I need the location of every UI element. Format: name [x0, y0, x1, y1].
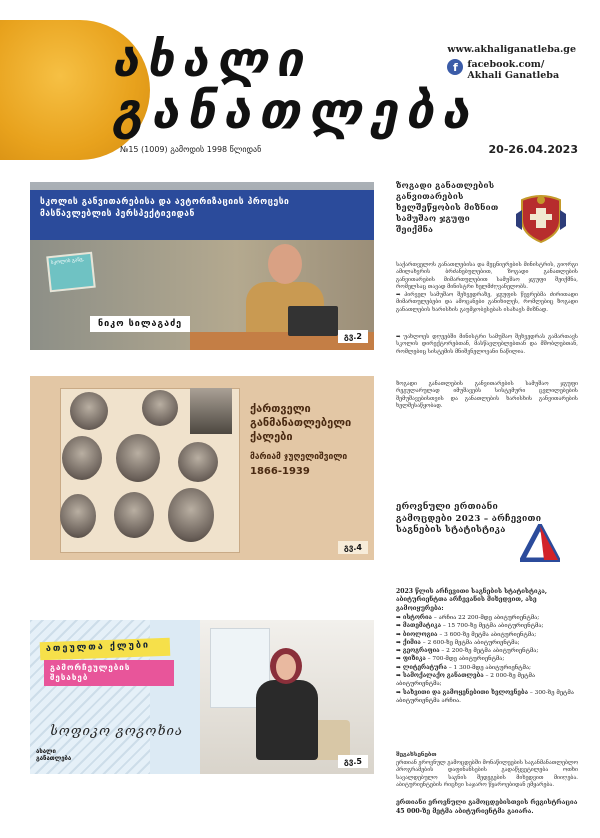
portrait-photo	[116, 434, 160, 482]
portrait-photo	[168, 488, 214, 542]
portrait-photo	[142, 390, 178, 426]
feature-panel-school-development[interactable]	[30, 182, 374, 350]
facebook-icon: f	[447, 59, 463, 75]
registration-summary: ერთიანი ეროვნული გამოცდებისთვის რეგისტრაცია 45 000-ზე მეტმა აბიტურიენტმა გაიარა.	[396, 799, 578, 815]
panel-caption	[250, 402, 360, 477]
portrait-photo	[114, 492, 154, 538]
masthead	[0, 0, 600, 160]
list-item: ➡ ლიტერატურა – 1 300-მდე აბიტურიენტმა;	[396, 664, 531, 671]
list-item: ➡ სამოქალაქო განათლება – 2 000-ზე მეტმა აბიტურიენტმა;	[396, 673, 535, 688]
headline-working-group[interactable]: ზოგადი განათლების განვითარების ხელშეწყობის მიზნით სამუშაო ჯგუფი შეიქმნა	[396, 180, 499, 234]
feature-panel-women-educators[interactable]	[30, 376, 374, 560]
page-reference[interactable]: გვ.5	[338, 755, 368, 768]
life-years: 1866-1939	[250, 466, 310, 477]
laptop	[288, 306, 338, 336]
newspaper-title-line2: განათლება	[112, 82, 478, 140]
stats-list	[396, 614, 578, 705]
headline-exam-statistics[interactable]: ეროვნული ერთიანი გამოცდები 2023 – არჩევითი საგნების სტატისტიკა	[396, 502, 542, 535]
panel-heading: ქართველი განმანათლებელი ქალები	[250, 402, 352, 443]
interviewee-body	[256, 680, 318, 760]
board-label: სკოლის განვ.	[50, 256, 85, 267]
coat-of-arms-icon	[514, 194, 568, 244]
group-photo	[190, 388, 232, 434]
whiteboard-image	[46, 252, 96, 293]
interviewee-name: სოფიკო გოგოხია	[50, 724, 184, 739]
portrait-photo	[60, 494, 96, 538]
list-item: ➡ ისტორია – არჩია 22 200-მდე აბიტურიენტმა;	[396, 615, 540, 621]
article-paragraph: ➡ უახლოეს დღეებში მინისტრი სამუშაო შეხვედრას გამართავს სკოლის დირექტორებთან, მასწავლებლებთან და მშობლებთან, რომლებიც სისტემის მნიშვნელოვანი ნაწილია.	[396, 334, 578, 355]
newspaper-logo: ახალი განათლება	[36, 748, 72, 762]
list-item: ➡ გეოგრაფია – 2 200-ზე მეტმა აბიტურიენტმა;	[396, 648, 539, 655]
list-item: ➡ მათემატიკა – 15 700-ზე მეტმა აბიტურიენტმა;	[396, 623, 544, 630]
person-name: მარიამ ჯუღელიშვილი	[250, 452, 348, 462]
stats-intro: 2023 წლის არჩევითი საგნების სტატისტიკა, აბიტურიენტთა არჩევანის მიხედვით, ასე გამოიყურება:	[396, 588, 547, 612]
portrait-photo	[70, 392, 108, 430]
club-subtitle: გამორჩეულების შესახებ	[44, 660, 174, 686]
speaker-name: ნიკო სილაგაძე	[90, 316, 190, 332]
page-reference[interactable]: გვ.4	[338, 541, 368, 554]
newspaper-title-line1: ახალი	[112, 32, 311, 88]
club-title: ათეულთა ქლუბი	[40, 638, 171, 661]
note-title: შეგახსენებთ	[396, 752, 437, 758]
list-item: ➡ ფიზიკა – 700-მდე აბიტურიენტმა;	[396, 656, 505, 663]
issue-date: 20-26.04.2023	[488, 143, 578, 156]
portrait-photo	[178, 442, 218, 482]
exam-center-logo-icon	[520, 524, 560, 562]
panel-banner: სკოლის განვითარებისა და ავტორიზაციის პროცესი მასწავლებლის პერსპექტივიდან	[30, 190, 374, 240]
portrait-photo	[62, 436, 102, 480]
list-item: ➡ ბიოლოგია – 3 600-ზე მეტმა აბიტურიენტმა;	[396, 631, 537, 638]
facebook-url: facebook.com/	[467, 59, 545, 70]
note-text: ერთიან ეროვნულ გამოცდებში მონაწილეების საგანმანათლებლო პროგრამების დაფინანსების გადაწყვეტილება ოთხი სავალდებულო საგნის შედეგების მიხედვით მიიღება. აბიტურიენტების რიცხვი საჯარო წყაროებიდან ემყარება.	[396, 760, 578, 788]
contact-block	[447, 44, 576, 81]
feature-panel-club[interactable]	[30, 620, 374, 774]
page-reference[interactable]: გვ.2	[338, 330, 368, 343]
list-item: ➡ ქიმია – 2 600-ზე მეტმა აბიტურიენტმა;	[396, 639, 520, 646]
facebook-name: Akhali Ganatleba	[467, 70, 560, 81]
interviewee-face	[276, 654, 296, 680]
article-paragraph: ➡ პირველ სამუშაო შეხვედრაზე, ჯგუფის წევრებმა ძირითადი მიმართულებები და ამოცანები განიხილეს, რომლებიც ზოგადი განათლების ხარისხის გაუმჯობესებას ისახავს მიზნად.	[396, 292, 578, 313]
speaker-head	[268, 244, 302, 284]
article-paragraph: საქართველოს განათლებისა და მეცნიერების მინისტრის, გიორგი ამილახვრის ბრძანებულებით, ზოგადი განათლების განვითარების მიმართულებით სამუშაო ჯგუფი შეიქმნა, რომელსაც თავად მინისტრი ხელმძღვანელობს.	[396, 262, 578, 290]
issue-number: №15 (1009) გამოდის 1998 წლიდან	[120, 145, 262, 154]
list-item: ➡ სახვითი და გამოყენებითი ხელოვნება – 300-ზე მეტმა აბიტურიენტმა არჩია.	[396, 689, 574, 704]
website-link[interactable]: www.akhaliganatleba.ge	[447, 44, 576, 55]
article-paragraph: ზოგადი განათლების განვითარების სამუშაო ჯგუფი რეგულარულად იმუშავებს სისტემური ცვლილებების შემუშავებისთვის და განათლების ხარისხის განვითარების ხელშესაწყობად.	[396, 381, 578, 409]
facebook-row[interactable]	[447, 59, 576, 81]
